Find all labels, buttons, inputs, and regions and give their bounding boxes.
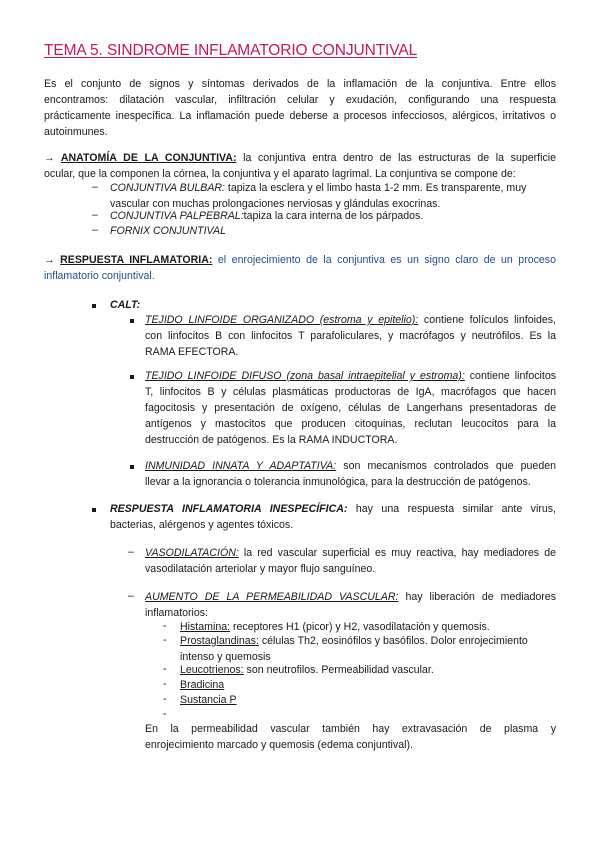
response-paragraph <box>44 252 556 284</box>
calt-item <box>145 312 556 360</box>
mediator-name: Histamina: <box>180 621 231 633</box>
intro-paragraph <box>44 76 556 140</box>
dash-bullet: - <box>163 708 167 720</box>
calt-item-line: con linfocitos B con linfocitos T parafoliculares, y macrófagos y neutrófilos. Es la <box>145 330 556 342</box>
mediator-desc: células Th2, eosinófilos y basófilos. Dolor enrojecimiento <box>258 635 528 647</box>
square-bullet <box>92 508 96 512</box>
dash-bullet: - <box>163 620 167 632</box>
term: INMUNIDAD INNATA Y ADAPTATIVA: <box>145 460 337 472</box>
nonspecific-line <box>110 501 556 517</box>
closing-paragraph <box>145 721 556 753</box>
calt-item-line: fagocitosis y presentación de oxígeno, células de Langerhans presentadoras de <box>145 402 556 414</box>
anatomy-item <box>110 208 556 224</box>
perm-item <box>145 589 556 621</box>
response-line <box>44 252 556 268</box>
calt-item-line: antígenos y mastocitos que producen citoquinas, reclutan leucocitos para la <box>145 418 556 430</box>
calt-item-line <box>145 368 556 384</box>
intro-line: prácticamente inespecífica. La inflamación puede deberse a procesos infecciosos, alérgicos, irritativos o <box>44 110 556 122</box>
response-text: el enrojecimiento de la conjuntiva es un signo claro de un proceso <box>212 254 556 266</box>
closing-line: En la permeabilidad vascular también hay extravasación de plasma y <box>145 723 556 735</box>
vaso-item <box>145 545 556 577</box>
mediator-desc: son neutrofilos. Permeabilidad vascular. <box>243 664 434 676</box>
term: CONJUNTIVA BULBAR: <box>110 182 225 194</box>
response-heading: RESPUESTA INFLAMATORIA: <box>60 254 213 266</box>
dash-bullet: – <box>92 209 98 221</box>
anatomy-item-line <box>110 208 556 224</box>
mediator-item <box>180 677 224 693</box>
square-bullet <box>130 319 134 323</box>
calt-item-line <box>145 458 556 474</box>
anatomy-heading: ANATOMÍA DE LA CONJUNTIVA: <box>60 152 237 164</box>
term: AUMENTO DE LA PERMEABILIDAD VASCULAR: <box>145 591 399 603</box>
mediator-name: Bradicina <box>180 679 225 691</box>
response-line: inflamatorio conjuntival. <box>44 270 155 282</box>
mediator-desc: receptores H1 (picor) y H2, vasodilatación y quemosis. <box>230 621 490 633</box>
desc: tapiza la esclera y el limbo hasta 1-2 mm. Es transparente, muy <box>224 182 527 194</box>
anatomy-item-line: vascular con muchas prolongaciones nerviosas y glándulas exocrinas. <box>110 198 441 210</box>
term: VASODILATACIÓN: <box>145 547 239 559</box>
anatomy-line <box>44 150 556 166</box>
calt-item-line: T, linfocitos B y células plasmáticas productoras de IgA, macrófagos que hacen <box>145 386 556 398</box>
dash-bullet: - <box>163 663 167 675</box>
desc: contiene folículos linfoides, <box>418 314 556 326</box>
calt-item-line: llevar a la ignorancia o tolerancia inmunológica, para la destrucción de patógenos. <box>145 476 531 488</box>
mediator-item <box>180 662 556 678</box>
closing-line: enrojecimiento marcado y quemosis (edema conjuntival). <box>145 739 413 751</box>
intro-line: Es el conjunto de signos y síntomas derivados de la inflamación de la conjuntiva. Entre ellos <box>44 78 556 90</box>
desc: son mecanismos controlados que pueden <box>336 460 556 472</box>
anatomy-text: la conjuntiva entra dentro de las estructuras de la superficie <box>236 152 556 164</box>
mediator-line: intenso y quemosis <box>180 651 271 663</box>
anatomy-paragraph <box>44 150 556 182</box>
arrow-icon: → <box>44 152 61 164</box>
square-bullet <box>130 375 134 379</box>
dash-bullet: – <box>128 546 134 558</box>
dash-bullet: - <box>163 678 167 690</box>
mediator-line <box>180 662 556 678</box>
mediator-item <box>180 633 556 665</box>
mediator-name: Sustancia P <box>180 694 237 706</box>
term: FORNIX CONJUNTIVAL <box>110 225 226 237</box>
mediator-line <box>180 633 556 649</box>
calt-item-line: RAMA EFECTORA. <box>145 346 239 358</box>
mediator-item <box>180 692 237 708</box>
anatomy-item-line <box>110 180 556 196</box>
desc: la red vascular superficial es muy reactiva, hay mediadores de <box>238 547 556 559</box>
calt-label <box>110 297 140 313</box>
dash-bullet: - <box>163 693 167 705</box>
calt-item <box>145 368 556 448</box>
perm-line <box>145 589 556 605</box>
calt-label-text: CALT: <box>110 299 141 311</box>
nonspecific-line: bacterias, alérgenos y agentes tóxicos. <box>110 519 294 531</box>
desc: hay liberación de mediadores <box>398 591 556 603</box>
dash-bullet: - <box>163 634 167 646</box>
square-bullet <box>130 465 134 469</box>
anatomy-item <box>110 223 556 239</box>
intro-line: autoinmunes. <box>44 126 108 138</box>
vaso-line: vasodilatación arteriolar y mayor flujo sanguíneo. <box>145 563 376 575</box>
nonspecific-paragraph <box>110 501 556 533</box>
intro-line: encontramos: dilatación vascular, infiltración celular y exudación, configurando una respuesta <box>44 94 556 106</box>
dash-bullet: – <box>128 590 134 602</box>
desc: tapiza la cara interna de los párpados. <box>243 210 424 222</box>
dash-bullet: – <box>92 224 98 236</box>
calt-item-line: destrucción de patógenos. Es la RAMA INDUCTORA. <box>145 434 398 446</box>
calt-item <box>145 458 556 490</box>
arrow-icon: → <box>44 254 61 266</box>
anatomy-line: ocular, que la componen la córnea, la conjuntiva y el aparato lagrimal. La conjuntiva se compone de: <box>44 168 516 180</box>
calt-item-line <box>145 312 556 328</box>
term: CONJUNTIVA PALPEBRAL: <box>110 210 244 222</box>
desc: hay una respuesta similar ante virus, <box>347 503 556 515</box>
square-bullet <box>92 304 96 308</box>
term: RESPUESTA INFLAMATORIA INESPECÍFICA: <box>110 503 348 515</box>
perm-line: inflamatorios: <box>145 607 208 619</box>
page-title: TEMA 5. SINDROME INFLAMATORIO CONJUNTIVAL <box>44 42 418 59</box>
mediator-name: Leucotrienos: <box>180 664 244 676</box>
dash-bullet: – <box>92 181 98 193</box>
term: TEJIDO LINFOIDE DIFUSO (zona basal intraepitelial y estroma): <box>145 370 465 382</box>
vaso-line <box>145 545 556 561</box>
mediator-name: Prostaglandinas: <box>180 635 259 647</box>
term: TEJIDO LINFOIDE ORGANIZADO (estroma y epitelio): <box>145 314 419 326</box>
desc: contiene linfocitos <box>464 370 557 382</box>
